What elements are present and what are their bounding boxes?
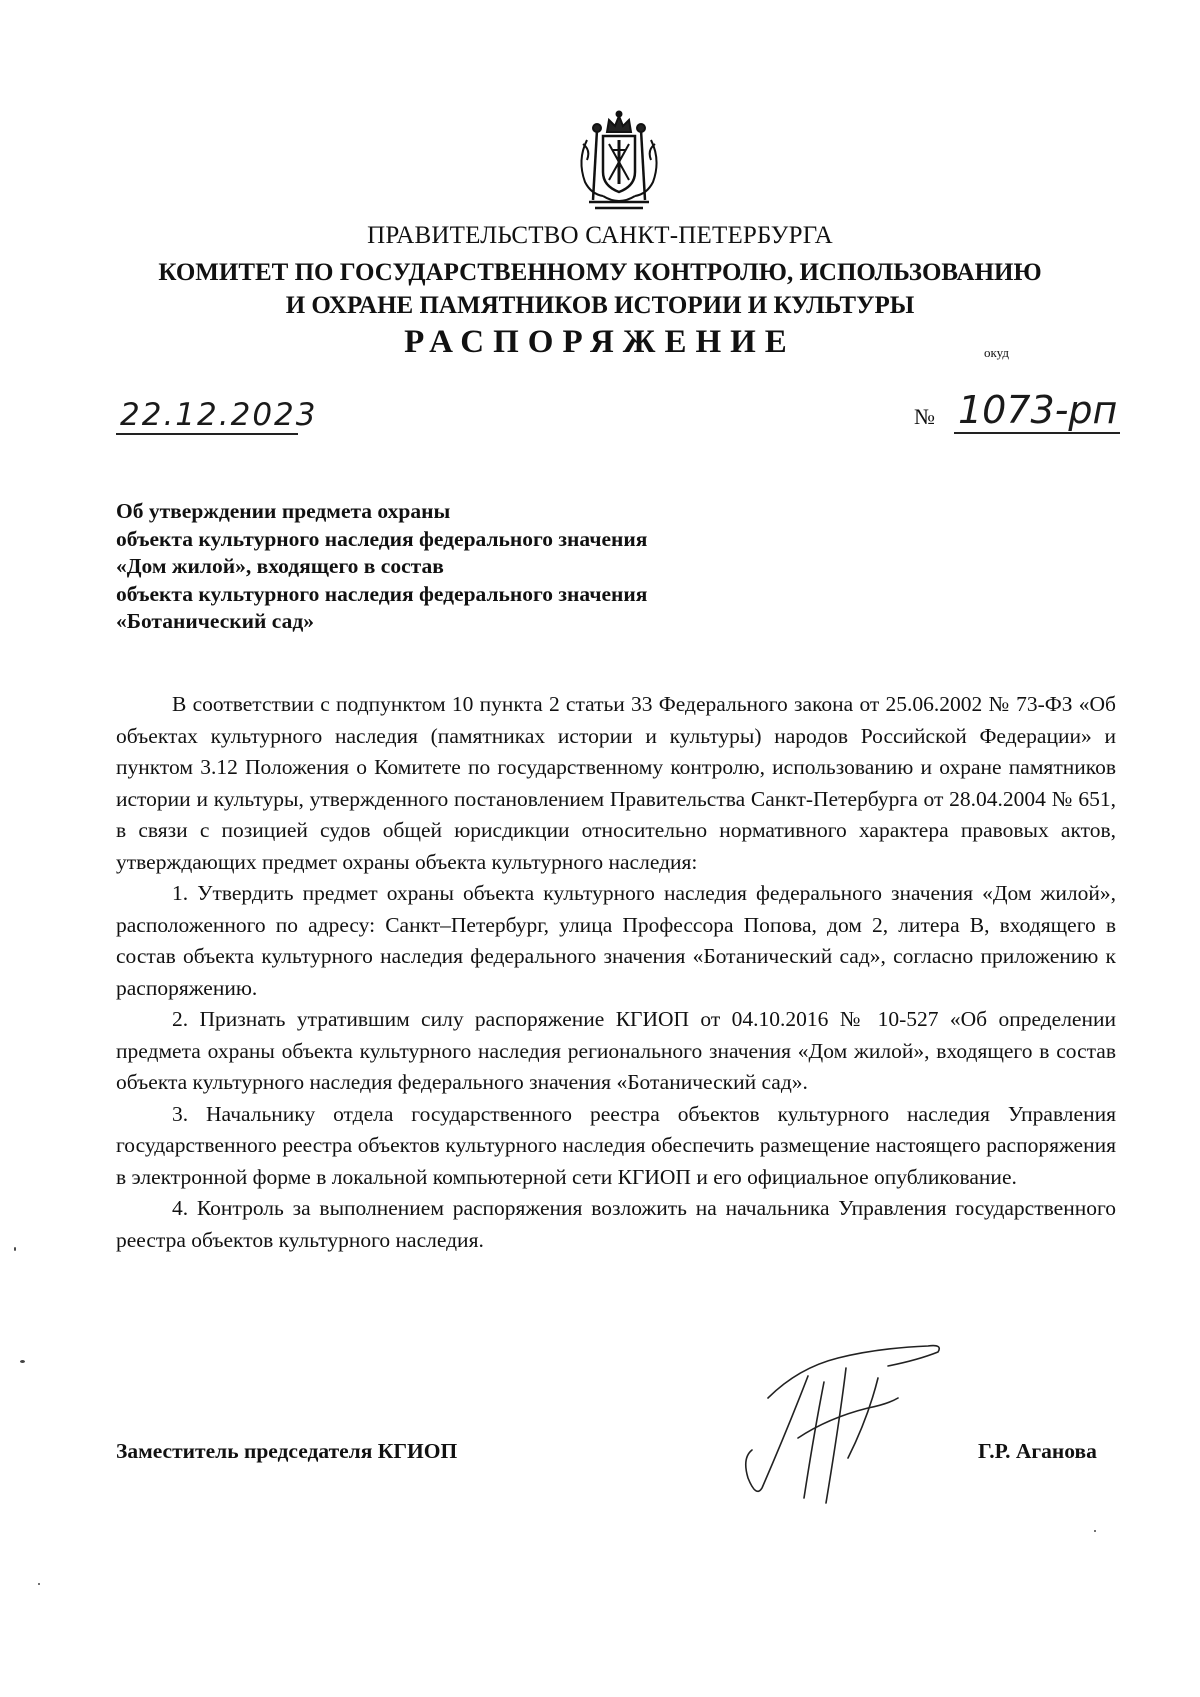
subject-line: Об утверждении предмета охраны [116, 499, 451, 523]
scan-speck [38, 1583, 40, 1585]
item-paragraph: 2. Признать утратившим силу распоряжение КГИОП от 04.10.2016 № 10-527 «Об определении предмета охраны объекта культурного наследия регионального значения «Дом жилой», входящего в состав объекта культурного наследия федерального значения «Ботанический сад». [116, 1007, 1116, 1094]
scan-speck [20, 1360, 25, 1363]
item-paragraph: 1. Утвердить предмет охраны объекта культурного наследия федерального значения «Дом жилой», расположенного по адресу: Санкт–Петербург, улица Профессора Попова, дом 2, литера В, входящего в состав объекта культурного наследия федерального значения «Ботанический сад», согласно приложению к распоряжению. [116, 881, 1116, 1000]
subject-line: «Ботанический сад» [116, 609, 314, 633]
subject-line: объекта культурного наследия федерального значения [116, 526, 648, 551]
subject-line: объекта культурного наследия федерального значения [116, 581, 648, 606]
scan-speck [1094, 1530, 1096, 1532]
preamble-paragraph: В соответствии с подпунктом 10 пункта 2 статьи 33 Федерального закона от 25.06.2002 № 73-ФЗ «Об объектах культурного наследия (памятниках истории и культуры) народов Российской Федерации» и пунктом 3.12 Положения о Комитете по государственному контролю, использованию и охране памятников истории и культуры, утвержденного постановлением Правительства Санкт-Петербурга от 28.04.2004 № 651, в связи с позицией судов общей юрисдикции относительно нормативного характера правовых актов, утверждающих предмет охраны объекта культурного наследия: [116, 692, 1116, 874]
committee-name-line-2: И ОХРАНЕ ПАМЯТНИКОВ ИСТОРИИ И КУЛЬТУРЫ [285, 292, 915, 319]
scan-speck [14, 1247, 16, 1251]
committee-name-line-1: КОМИТЕТ ПО ГОСУДАРСТВЕННОМУ КОНТРОЛЮ, ИСПОЛЬЗОВАНИЮ [158, 259, 1042, 286]
signer-name: Г.Р. Аганова [978, 1439, 1097, 1463]
okud-label: окуд [984, 345, 1009, 360]
number-sign: № [914, 404, 935, 429]
item-paragraph: 3. Начальнику отдела государственного реестра объектов культурного наследия Управления государственного реестра объектов культурного наследия обеспечить размещение настоящего распоряжения в электронной форме в локальной компьютерной сети КГИОП и его официальное опубликование. [116, 1101, 1116, 1189]
document-number: 1073-рп [958, 388, 1118, 432]
committee-name [0, 256, 1200, 322]
coat-of-arms-icon [573, 110, 665, 214]
subject-line: «Дом жилой», входящего в состав [116, 554, 444, 578]
document-subject [116, 498, 647, 636]
signer-title: Заместитель председателя КГИОП [116, 1439, 458, 1463]
document-body [116, 689, 1116, 1256]
document-date-field [116, 393, 318, 435]
government-name: ПРАВИТЕЛЬСТВО САНКТ-ПЕТЕРБУРГА [367, 222, 833, 249]
item-paragraph: 4. Контроль за выполнением распоряжения возложить на начальника Управления государственного реестра объектов культурного наследия. [116, 1196, 1116, 1252]
document-type: РАСПОРЯЖЕНИЕ [404, 324, 796, 360]
handwritten-signature-icon [728, 1338, 948, 1508]
document-date: 22.12.2023 [120, 397, 318, 433]
